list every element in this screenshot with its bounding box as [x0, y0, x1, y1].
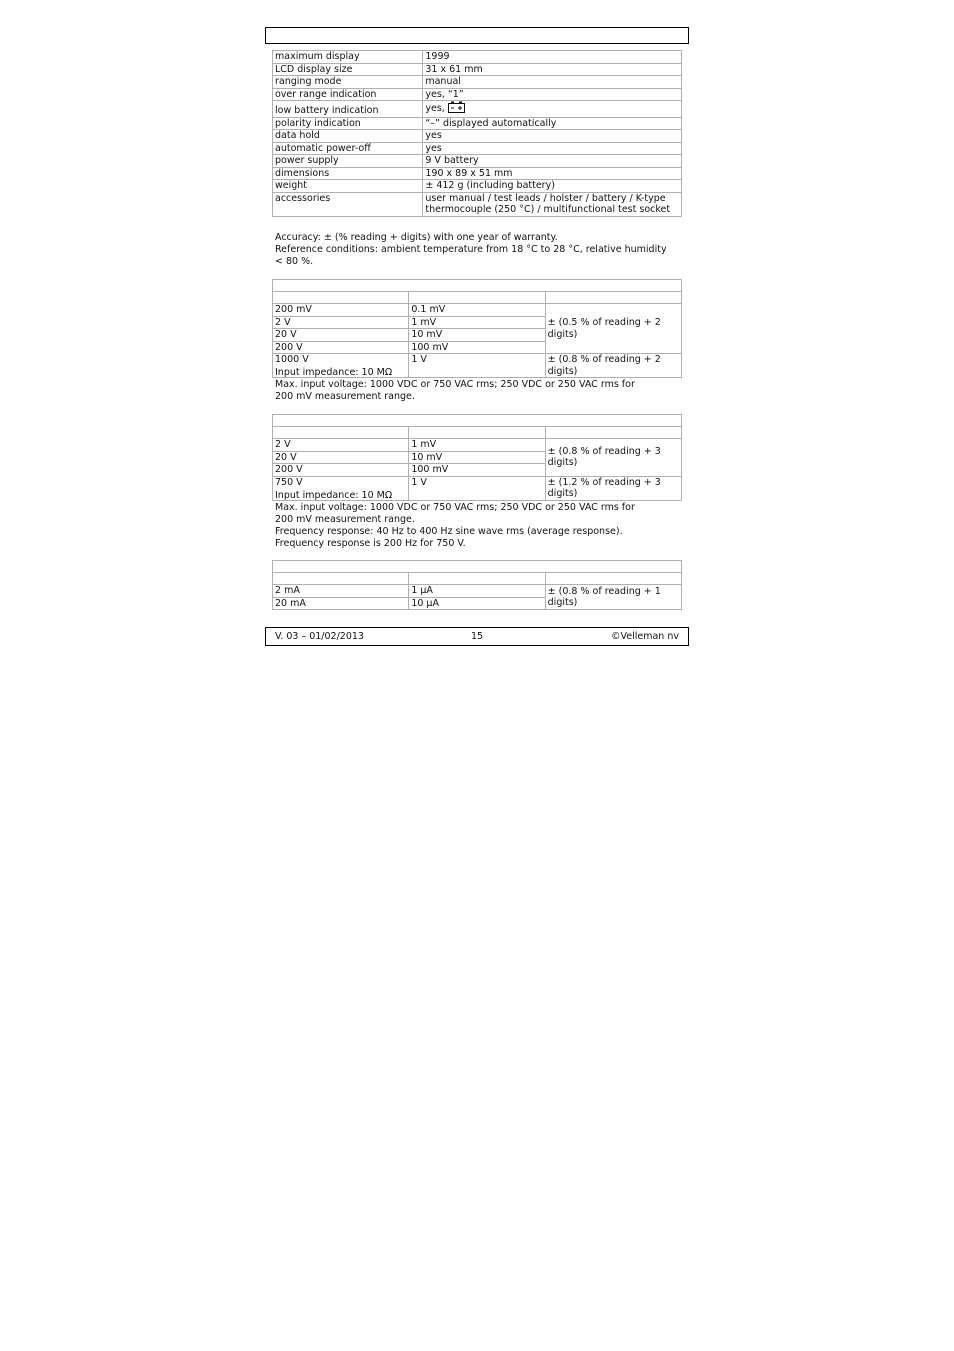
note-line: Frequency response is 200 Hz for 750 V.: [275, 538, 466, 549]
note-line: Frequency response: 40 Hz to 400 Hz sine wave rms (average response).: [275, 526, 623, 537]
resolution-cell: 1 μA: [409, 585, 545, 598]
dc-voltage-notes: [275, 367, 685, 403]
table-row: [273, 142, 682, 155]
note-line: Input impedance: 10 MΩ: [275, 490, 393, 501]
table-title-cell: [273, 415, 682, 427]
spec-value: yes: [423, 142, 682, 155]
table-row: [273, 76, 682, 89]
spec-label: over range indication: [273, 88, 423, 101]
note-line: Max. input voltage: 1000 VDC or 750 VAC rms; 250 VDC or 250 VAC rms for: [275, 379, 635, 390]
spec-value: yes: [423, 130, 682, 143]
table-row: [273, 585, 682, 598]
note-line: Accuracy: ± (% reading + digits) with one year of warranty.: [275, 232, 558, 243]
table-row: [273, 51, 682, 64]
table-row: [273, 101, 682, 118]
range-cell: 200 V: [273, 464, 409, 477]
footer-copyright: ©Velleman nv: [611, 631, 679, 642]
resolution-cell: 100 mV: [409, 464, 545, 477]
page-footer: [265, 627, 689, 646]
resolution-cell: 100 mV: [409, 341, 545, 354]
resolution-cell: 10 μA: [409, 597, 545, 610]
table-title-row: [273, 415, 682, 427]
footer-version: V. 03 – 01/02/2013: [275, 631, 364, 642]
table-row: [273, 192, 682, 216]
header-cell: [409, 292, 545, 304]
page-header-box: [265, 27, 689, 44]
spec-value-line: user manual / test leads / holster / battery / K-type: [425, 192, 666, 204]
spec-label: ranging mode: [273, 76, 423, 89]
note-line: Reference conditions: ambient temperature from 18 °C to 28 °C, relative humidity: [275, 244, 667, 255]
spec-value: manual: [423, 76, 682, 89]
spec-label: power supply: [273, 155, 423, 168]
header-cell: [273, 427, 409, 439]
header-cell: [273, 292, 409, 304]
spec-value: [423, 101, 682, 118]
range-cell: 200 V: [273, 341, 409, 354]
header-cell: [273, 573, 409, 585]
note-line: Input impedance: 10 MΩ: [275, 367, 393, 378]
spec-value: [423, 192, 682, 216]
resolution-cell: 1 V: [409, 354, 545, 378]
spec-label: automatic power-off: [273, 142, 423, 155]
battery-icon: [448, 101, 465, 117]
resolution-cell: 1 mV: [409, 316, 545, 329]
resolution-cell: 10 mV: [409, 329, 545, 342]
table-row: [273, 439, 682, 452]
table-row: [273, 117, 682, 130]
table-row: [273, 63, 682, 76]
spec-label: dimensions: [273, 167, 423, 180]
table-row: [273, 304, 682, 317]
spec-label: weight: [273, 180, 423, 193]
table-row: [273, 130, 682, 143]
spec-label: LCD display size: [273, 63, 423, 76]
spec-value: 31 x 61 mm: [423, 63, 682, 76]
range-cell: 750 V: [273, 476, 409, 500]
header-cell: [409, 573, 545, 585]
resolution-cell: 1 V: [409, 476, 545, 500]
table-title-cell: [273, 561, 682, 573]
spec-value: 9 V battery: [423, 155, 682, 168]
table-title-cell: [273, 280, 682, 292]
table-header-row: [273, 573, 682, 585]
range-cell: 20 V: [273, 329, 409, 342]
accuracy-cell: ± (1.2 % of reading + 3 digits): [545, 476, 681, 500]
spec-value: 1999: [423, 51, 682, 64]
table-header-row: [273, 292, 682, 304]
range-cell: 20 V: [273, 451, 409, 464]
range-cell: 2 V: [273, 439, 409, 452]
accuracy-cell: ± (0.8 % of reading + 1 digits): [545, 585, 681, 610]
spec-label: maximum display: [273, 51, 423, 64]
spec-label: low battery indication: [273, 101, 423, 118]
header-cell: [409, 427, 545, 439]
dc-voltage-table: [272, 279, 682, 378]
accuracy-cell: ± (0.8 % of reading + 2 digits): [545, 354, 681, 378]
note-line: 200 mV measurement range.: [275, 391, 415, 402]
table-row: [273, 167, 682, 180]
header-cell: [545, 573, 681, 585]
table-row: [273, 180, 682, 193]
spec-value: yes, “1”: [423, 88, 682, 101]
range-cell: 2 V: [273, 316, 409, 329]
header-cell: [545, 292, 681, 304]
resolution-cell: 0.1 mV: [409, 304, 545, 317]
note-line: < 80 %.: [275, 256, 314, 267]
table-title-row: [273, 280, 682, 292]
note-line: 200 mV measurement range.: [275, 514, 415, 525]
spec-label: accessories: [273, 192, 423, 216]
page-number: 15: [471, 631, 484, 642]
range-cell: 20 mA: [273, 597, 409, 610]
table-row: [273, 88, 682, 101]
table-header-row: [273, 427, 682, 439]
table-row: [273, 155, 682, 168]
accuracy-cell: ± (0.8 % of reading + 3 digits): [545, 439, 681, 477]
spec-value-text: yes,: [425, 103, 445, 114]
spec-label: data hold: [273, 130, 423, 143]
accuracy-note: [275, 232, 685, 268]
range-cell: 200 mV: [273, 304, 409, 317]
spec-value-line: thermocouple (250 °C) / multifunctional test socket: [425, 204, 671, 215]
resolution-cell: 1 mV: [409, 439, 545, 452]
accuracy-cell: ± (0.5 % of reading + 2 digits): [545, 304, 681, 354]
spec-value: 190 x 89 x 51 mm: [423, 167, 682, 180]
spec-label: polarity indication: [273, 117, 423, 130]
resolution-cell: 10 mV: [409, 451, 545, 464]
ac-voltage-table: [272, 414, 682, 501]
note-line: Max. input voltage: 1000 VDC or 750 VAC rms; 250 VDC or 250 VAC rms for: [275, 502, 635, 513]
spec-value: ± 412 g (including battery): [423, 180, 682, 193]
dc-current-table: [272, 560, 682, 610]
ac-voltage-notes: [275, 490, 685, 550]
range-cell: 1000 V: [273, 354, 409, 378]
table-title-row: [273, 561, 682, 573]
specification-table: [272, 50, 682, 217]
range-cell: 2 mA: [273, 585, 409, 598]
header-cell: [545, 427, 681, 439]
spec-value: “–” displayed automatically: [423, 117, 682, 130]
